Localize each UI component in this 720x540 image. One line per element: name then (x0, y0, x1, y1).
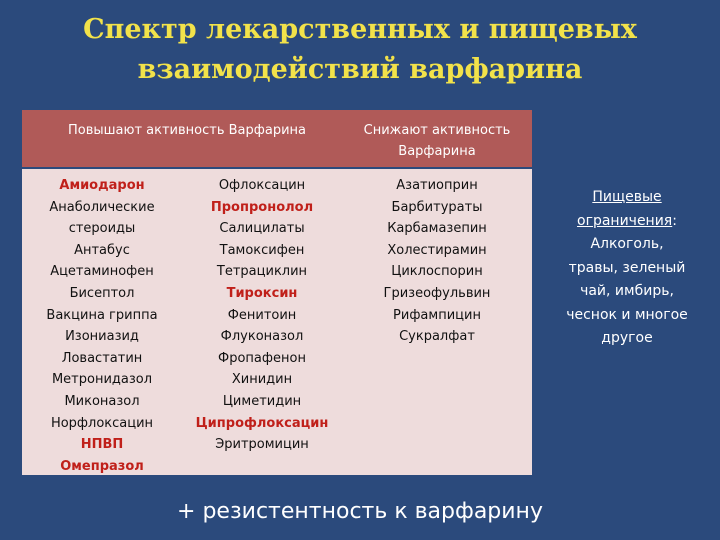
food-restrictions (542, 186, 712, 351)
drug-item: Гризеофульвин (383, 285, 491, 301)
interaction-table (22, 110, 532, 475)
drug-item: Эритромицин (215, 437, 309, 453)
drug-item: стероиды (68, 221, 136, 237)
food-line: Алкоголь, (590, 236, 664, 252)
header-decrease (362, 120, 512, 162)
drug-item: Амиодарон (59, 178, 145, 193)
drug-item: Флуконазол (220, 329, 304, 345)
drug-item: Пропронолол (210, 199, 314, 215)
drug-item: Ципрофлоксацин (195, 415, 329, 431)
drug-item: Миконазол (64, 393, 140, 409)
title-line-1: Спектр лекарственных и пищевых (83, 14, 637, 45)
drug-item: Анаболические (49, 199, 155, 215)
drug-item: Офлоксацин (218, 178, 306, 193)
column-increase-2 (187, 175, 337, 456)
food-line: другое (601, 330, 653, 346)
drug-item: Бисептол (69, 285, 135, 301)
header-decrease-line-2: Варфарина (398, 144, 476, 159)
table-header (22, 110, 532, 167)
footer-resistance: + резистентность к варфарину (177, 499, 543, 524)
drug-item: Холестирамин (387, 242, 487, 258)
title-line-2: взаимодействий варфарина (137, 54, 583, 85)
drug-item: Циметидин (222, 393, 302, 409)
food-line: чай, имбирь, (580, 283, 674, 299)
header-decrease-line-1: Снижают активность (363, 123, 511, 138)
header-increase: Повышают активность Варфарина (67, 123, 307, 138)
drug-item: Вакцина гриппа (46, 307, 158, 323)
drug-item: Сукралфат (399, 329, 475, 345)
drug-item: Тамоксифен (219, 242, 305, 258)
drug-item: Циклоспорин (391, 264, 483, 280)
drug-item: Антабус (74, 242, 130, 258)
drug-item: Салицилаты (219, 221, 305, 237)
drug-item: Омепразол (60, 458, 144, 474)
drug-item: Рифампицин (393, 307, 481, 323)
food-line: травы, зеленый (568, 259, 686, 276)
food-heading-line-1: Пищевые (592, 189, 662, 205)
column-increase-1 (22, 175, 182, 477)
table-body (22, 169, 532, 475)
food-heading-line-2: ограничения: (577, 212, 677, 229)
drug-item: Барбитураты (391, 199, 483, 215)
drug-item: Тироксин (226, 285, 298, 301)
column-decrease (362, 175, 512, 348)
drug-item: Изониазид (65, 329, 139, 345)
drug-item: Карбамазепин (387, 221, 487, 237)
drug-item: Тетрациклин (216, 264, 308, 280)
drug-item: Азатиоприн (396, 178, 478, 193)
drug-item: НПВП (80, 437, 124, 453)
drug-item: Хинидин (231, 372, 293, 388)
drug-item: Фенитоин (227, 307, 297, 323)
food-line: чеснок и многое (566, 306, 688, 323)
drug-item: Ловастатин (61, 350, 143, 366)
drug-item: Метронидазол (51, 372, 153, 388)
drug-item: Норфлоксацин (50, 415, 154, 431)
slide-title (0, 10, 720, 90)
drug-item: Ацетаминофен (50, 264, 154, 280)
drug-item: Фропафенон (218, 350, 306, 366)
